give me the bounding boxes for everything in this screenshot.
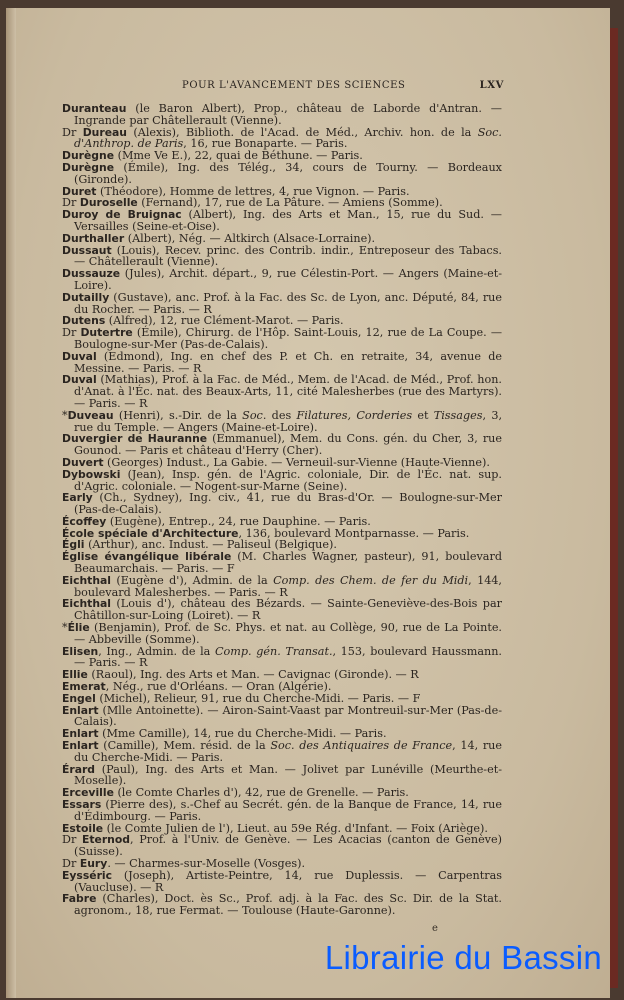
entry-name: Église évangélique libérale — [62, 550, 232, 564]
entry-name: Emerat — [62, 680, 106, 694]
entry-text: (Albert), Nég. — Altkirch (Alsace-Lorraine). — [124, 231, 376, 245]
entry-prefix: Dr — [62, 857, 80, 870]
entry-text: (Mlle Antoinette). — Airon-Saint-Vaast par Montreuil-sur-Mer (Pas-de-Calais). — [74, 703, 502, 729]
entry-name: Durègne — [62, 160, 115, 174]
entry-name: Duval — [62, 349, 97, 363]
entry-text: (Alexis), Biblioth. de l'Acad. de Méd., Archiv. hon. de la — [127, 125, 478, 139]
entry-text: (Emmanuel), Mem. du Cons. gén. du Cher, 3, rue Gounod. — Paris et château d'Herry (Cher). — [74, 432, 502, 458]
entry-text: (Edmond), Ing. en chef des P. et Ch. en retraite, 34, avenue de Messine. — Paris. — R — [74, 349, 502, 375]
book-cover-edge — [610, 28, 618, 988]
list-entry — [62, 764, 502, 788]
entry-text: , 144, boulevard Malesherbes. — Paris. — R — [74, 573, 502, 599]
entry-name: Dybowski — [62, 467, 121, 481]
list-entry — [62, 374, 502, 409]
entry-name: Dureau — [82, 125, 127, 139]
list-entry — [62, 209, 502, 233]
list-entry — [62, 551, 502, 575]
entry-name: Dutailly — [62, 290, 110, 304]
entry-text: des — [266, 408, 297, 422]
list-entry — [62, 740, 502, 764]
entry-text: , 153, boulevard Haussmann. — Paris. — R — [74, 644, 502, 670]
entry-text: (Fernand), 17, rue de La Pâture. — Amiens (Somme). — [137, 196, 443, 210]
entry-text: (Jules), Archit. départ., 9, rue Célestin-Port. — Angers (Maine-et-Loire). — [74, 267, 502, 292]
entry-name: Eichthal — [62, 597, 111, 611]
entry-name: Eysséric — [62, 868, 113, 882]
entry-italic-text: Tissages — [433, 408, 483, 422]
entry-text: (Albert), Ing. des Arts et Man., 15, rue du Sud. — Versailles (Seine-et-Oise). — [74, 208, 502, 233]
entry-text: (Mme Camille), 14, rue du Cherche-Midi. — Paris. — [98, 727, 387, 741]
entry-name: Ellie — [62, 668, 88, 682]
entry-name: Duval — [62, 373, 97, 387]
entry-text: (M. Charles Wagner, pasteur), 91, boulevard Beaumarchais. — Paris. — F — [74, 550, 502, 576]
list-entry — [62, 646, 502, 670]
list-entry — [62, 799, 502, 823]
entry-italic-text: Comp. des Chem. de fer du Midi — [273, 573, 469, 587]
list-entry — [62, 870, 502, 894]
member-list — [62, 103, 502, 917]
entry-prefix: Dr — [62, 326, 81, 340]
list-entry — [62, 268, 502, 292]
entry-text: (Eugène d'), Admin. de la — [111, 573, 274, 587]
entry-name: Eichthal — [62, 573, 111, 587]
list-entry — [62, 469, 502, 493]
entry-text: (Raoul), Ing. des Arts et Man. — Cavignac (Gironde). — R — [87, 668, 419, 682]
list-entry — [62, 893, 502, 917]
entry-name: Égli — [62, 538, 85, 552]
entry-italic-text: Soc. — [242, 408, 267, 422]
entry-name: Engel — [62, 691, 96, 705]
entry-text: (Henri), s.-Dir. de la — [113, 408, 243, 422]
entry-text: , Nég., rue d'Orléans. — Oran (Algérie). — [105, 680, 332, 694]
entry-name: Essars — [62, 798, 102, 812]
entry-text: , 16, rue Bonaparte. — Paris. — [183, 137, 348, 151]
entry-name: Dussaut — [62, 243, 112, 257]
entry-name: Durthaller — [62, 231, 125, 245]
entry-text: , Ing., Admin. de la — [98, 644, 215, 658]
entry-name: Enlart — [62, 727, 99, 741]
entry-name: Early — [62, 491, 93, 505]
entry-prefix: * — [62, 408, 68, 422]
entry-prefix: Dr — [62, 196, 80, 210]
entry-name: Dussauze — [62, 267, 121, 281]
entry-text: (Émile), Chirurg. de l'Hôp. Saint-Louis, 12, rue de La Coupe. — Boulogne-sur-Mer (Pas-de-Calais). — [74, 326, 503, 351]
list-entry — [62, 410, 502, 434]
signature-mark: e — [432, 922, 438, 934]
list-entry — [62, 327, 502, 351]
entry-text: (Georges) Indust., La Gabie. — Verneuil-sur-Vienne (Haute-Vienne). — [103, 455, 490, 469]
entry-name: Écoffey — [62, 514, 107, 528]
entry-name: Durègne — [62, 149, 115, 163]
entry-text: , 3, rue du Temple. — Angers (Maine-et-Loire). — [74, 408, 503, 434]
header-title: POUR L'AVANCEMENT DES SCIENCES — [182, 80, 406, 91]
list-entry — [62, 598, 502, 622]
entry-text: (Joseph), Artiste-Peintre, 14, rue Duplessis. — Carpentras (Vaucluse). — R — [74, 868, 502, 894]
entry-text: (Arthur), anc. Indust. — Paliseul (Belgique). — [84, 538, 337, 552]
entry-text: (Louis d'), château des Bézards. — Sainte-Geneviève-des-Bois par Châtillon-sur-Loing (Loiret). — R — [74, 597, 502, 623]
entry-prefix: Dr — [62, 125, 83, 139]
entry-text: (Émile), Ing. des Télég., 34, cours de Tourny. — Bordeaux (Gironde). — [74, 160, 502, 186]
entry-text: (Benjamin), Prof. de Sc. Phys. et nat. au Collège, 90, rue de La Pointe. — Abbeville (Somme). — [74, 621, 502, 646]
entry-text: , Prof. à l'Univ. de Genève. — Les Acacias (canton de Genève) (Suisse). — [74, 833, 502, 859]
entry-text: (Gustave), anc. Prof. à la Fac. des Sc. de Lyon, anc. Député, 84, rue du Rocher. — Paris. — R — [74, 290, 502, 316]
list-entry — [62, 834, 502, 858]
list-entry — [62, 245, 502, 269]
entry-italic-text: Filatures, Corderies — [296, 408, 413, 422]
entry-text: (Camille), Mem. résid. de la — [98, 739, 271, 753]
entry-name: Élie — [67, 621, 90, 635]
entry-text: (Mme Ve E.), 22, quai de Béthune. — Paris. — [114, 149, 363, 163]
entry-text: (le Comte Julien de l'), Lieut. au 59e Rég. d'Infant. — Foix (Ariège). — [103, 821, 488, 835]
entry-text: , 14, rue du Cherche-Midi. — Paris. — [74, 739, 502, 764]
page-number: LXV — [479, 80, 504, 91]
watermark: Librairie du Bassin — [324, 938, 602, 976]
entry-text: (le Baron Albert), Prop., château de Laborde d'Antran. — Ingrande par Châtellerault (Vienne). — [74, 102, 502, 127]
list-entry — [62, 622, 502, 646]
list-entry — [62, 103, 502, 127]
entry-text: (Théodore), Homme de lettres, 4, rue Vignon. — Paris. — [96, 184, 410, 198]
entry-text: (Paul), Ing. des Arts et Man. — Jolivet par Lunéville (Meurthe-et-Moselle). — [74, 762, 502, 788]
list-entry — [62, 575, 502, 599]
entry-name: Eternod — [81, 833, 130, 847]
page-gutter-shadow — [6, 8, 16, 998]
entry-italic-text: Soc. d'Anthrop. de Paris — [74, 125, 502, 151]
entry-text: (le Comte Charles d'), 42, rue de Grenelle. — Paris. — [113, 786, 409, 800]
entry-text: (Alfred), 12, rue Clément-Marot. — Paris. — [105, 314, 344, 328]
list-entry — [62, 492, 502, 516]
list-entry — [62, 162, 502, 186]
entry-name: Duvergier de Hauranne — [62, 432, 208, 446]
entry-text: (Mathias), Prof. à la Fac. de Méd., Mem. de l'Acad. de Méd., Prof. hon. d'Anat. à l'Éc. nat. des Beaux-Arts, 11, cité Malesherbes (rue des Martyrs). — Paris. — R — [74, 373, 502, 410]
text-column — [62, 102, 602, 977]
entry-name: Duranteau — [62, 102, 127, 115]
entry-name: Duroy de Bruignac — [62, 208, 182, 222]
entry-name: Érard — [62, 762, 96, 776]
entry-name: Estoile — [62, 821, 104, 835]
entry-italic-text: Soc. des Antiquaires de France — [270, 739, 453, 753]
entry-text: . — Charmes-sur-Moselle (Vosges). — [107, 857, 305, 870]
entry-text: (Eugène), Entrep., 24, rue Dauphine. — Paris. — [106, 514, 371, 528]
entry-name: École spéciale d'Architecture — [62, 526, 239, 540]
entry-text: (Michel), Relieur, 91, rue du Cherche-Midi. — Paris. — F — [95, 691, 421, 705]
list-entry — [62, 351, 502, 375]
entry-italic-text: Comp. gén. Transat. — [214, 644, 333, 658]
entry-name: Enlart — [62, 703, 99, 717]
entry-name: Dutens — [62, 314, 106, 328]
entry-name: Fabre — [62, 892, 97, 906]
entry-text: (Ch., Sydney), Ing. civ., 41, rue du Bras-d'Or. — Boulogne-sur-Mer (Pas-de-Calais). — [74, 491, 502, 517]
entry-prefix: Dr — [62, 833, 82, 847]
entry-text: et — [412, 408, 434, 422]
list-entry — [62, 433, 502, 457]
entry-name: Dutertre — [80, 326, 133, 340]
entry-text: (Pierre des), s.-Chef au Secrét. gén. de la Banque de France, 14, rue d'Édimbourg. — Paris. — [74, 798, 502, 823]
entry-text: (Jean), Insp. gén. de l'Agric. coloniale, Dir. de l'Éc. nat. sup. d'Agric. coloniale. — Nogent-sur-Marne (Seine). — [74, 467, 502, 493]
running-header — [62, 80, 502, 94]
list-entry — [62, 705, 502, 729]
entry-text: (Louis), Recev. princ. des Contrib. indir., Entreposeur des Tabacs. — Châtellerault (Vienne). — [74, 243, 502, 269]
entry-name: Enlart — [62, 739, 99, 753]
entry-text: (Charles), Doct. ès Sc., Prof. adj. à la Fac. des Sc. Dir. de la Stat. agronom., 18, rue Fermat. — Toulouse (Haute-Garonne). — [74, 892, 502, 918]
list-entry — [62, 127, 502, 151]
entry-name: Elisen — [62, 644, 99, 658]
list-entry — [62, 292, 502, 316]
entry-prefix: * — [62, 621, 68, 635]
entry-name: Duroselle — [79, 196, 138, 210]
entry-text: , 136, boulevard Montparnasse. — Paris. — [238, 526, 470, 540]
entry-name: Eury — [79, 857, 108, 870]
entry-name: Duvert — [62, 455, 104, 469]
entry-name: Erceville — [62, 786, 114, 800]
entry-name: Duveau — [67, 408, 114, 422]
entry-name: Duret — [62, 184, 97, 198]
